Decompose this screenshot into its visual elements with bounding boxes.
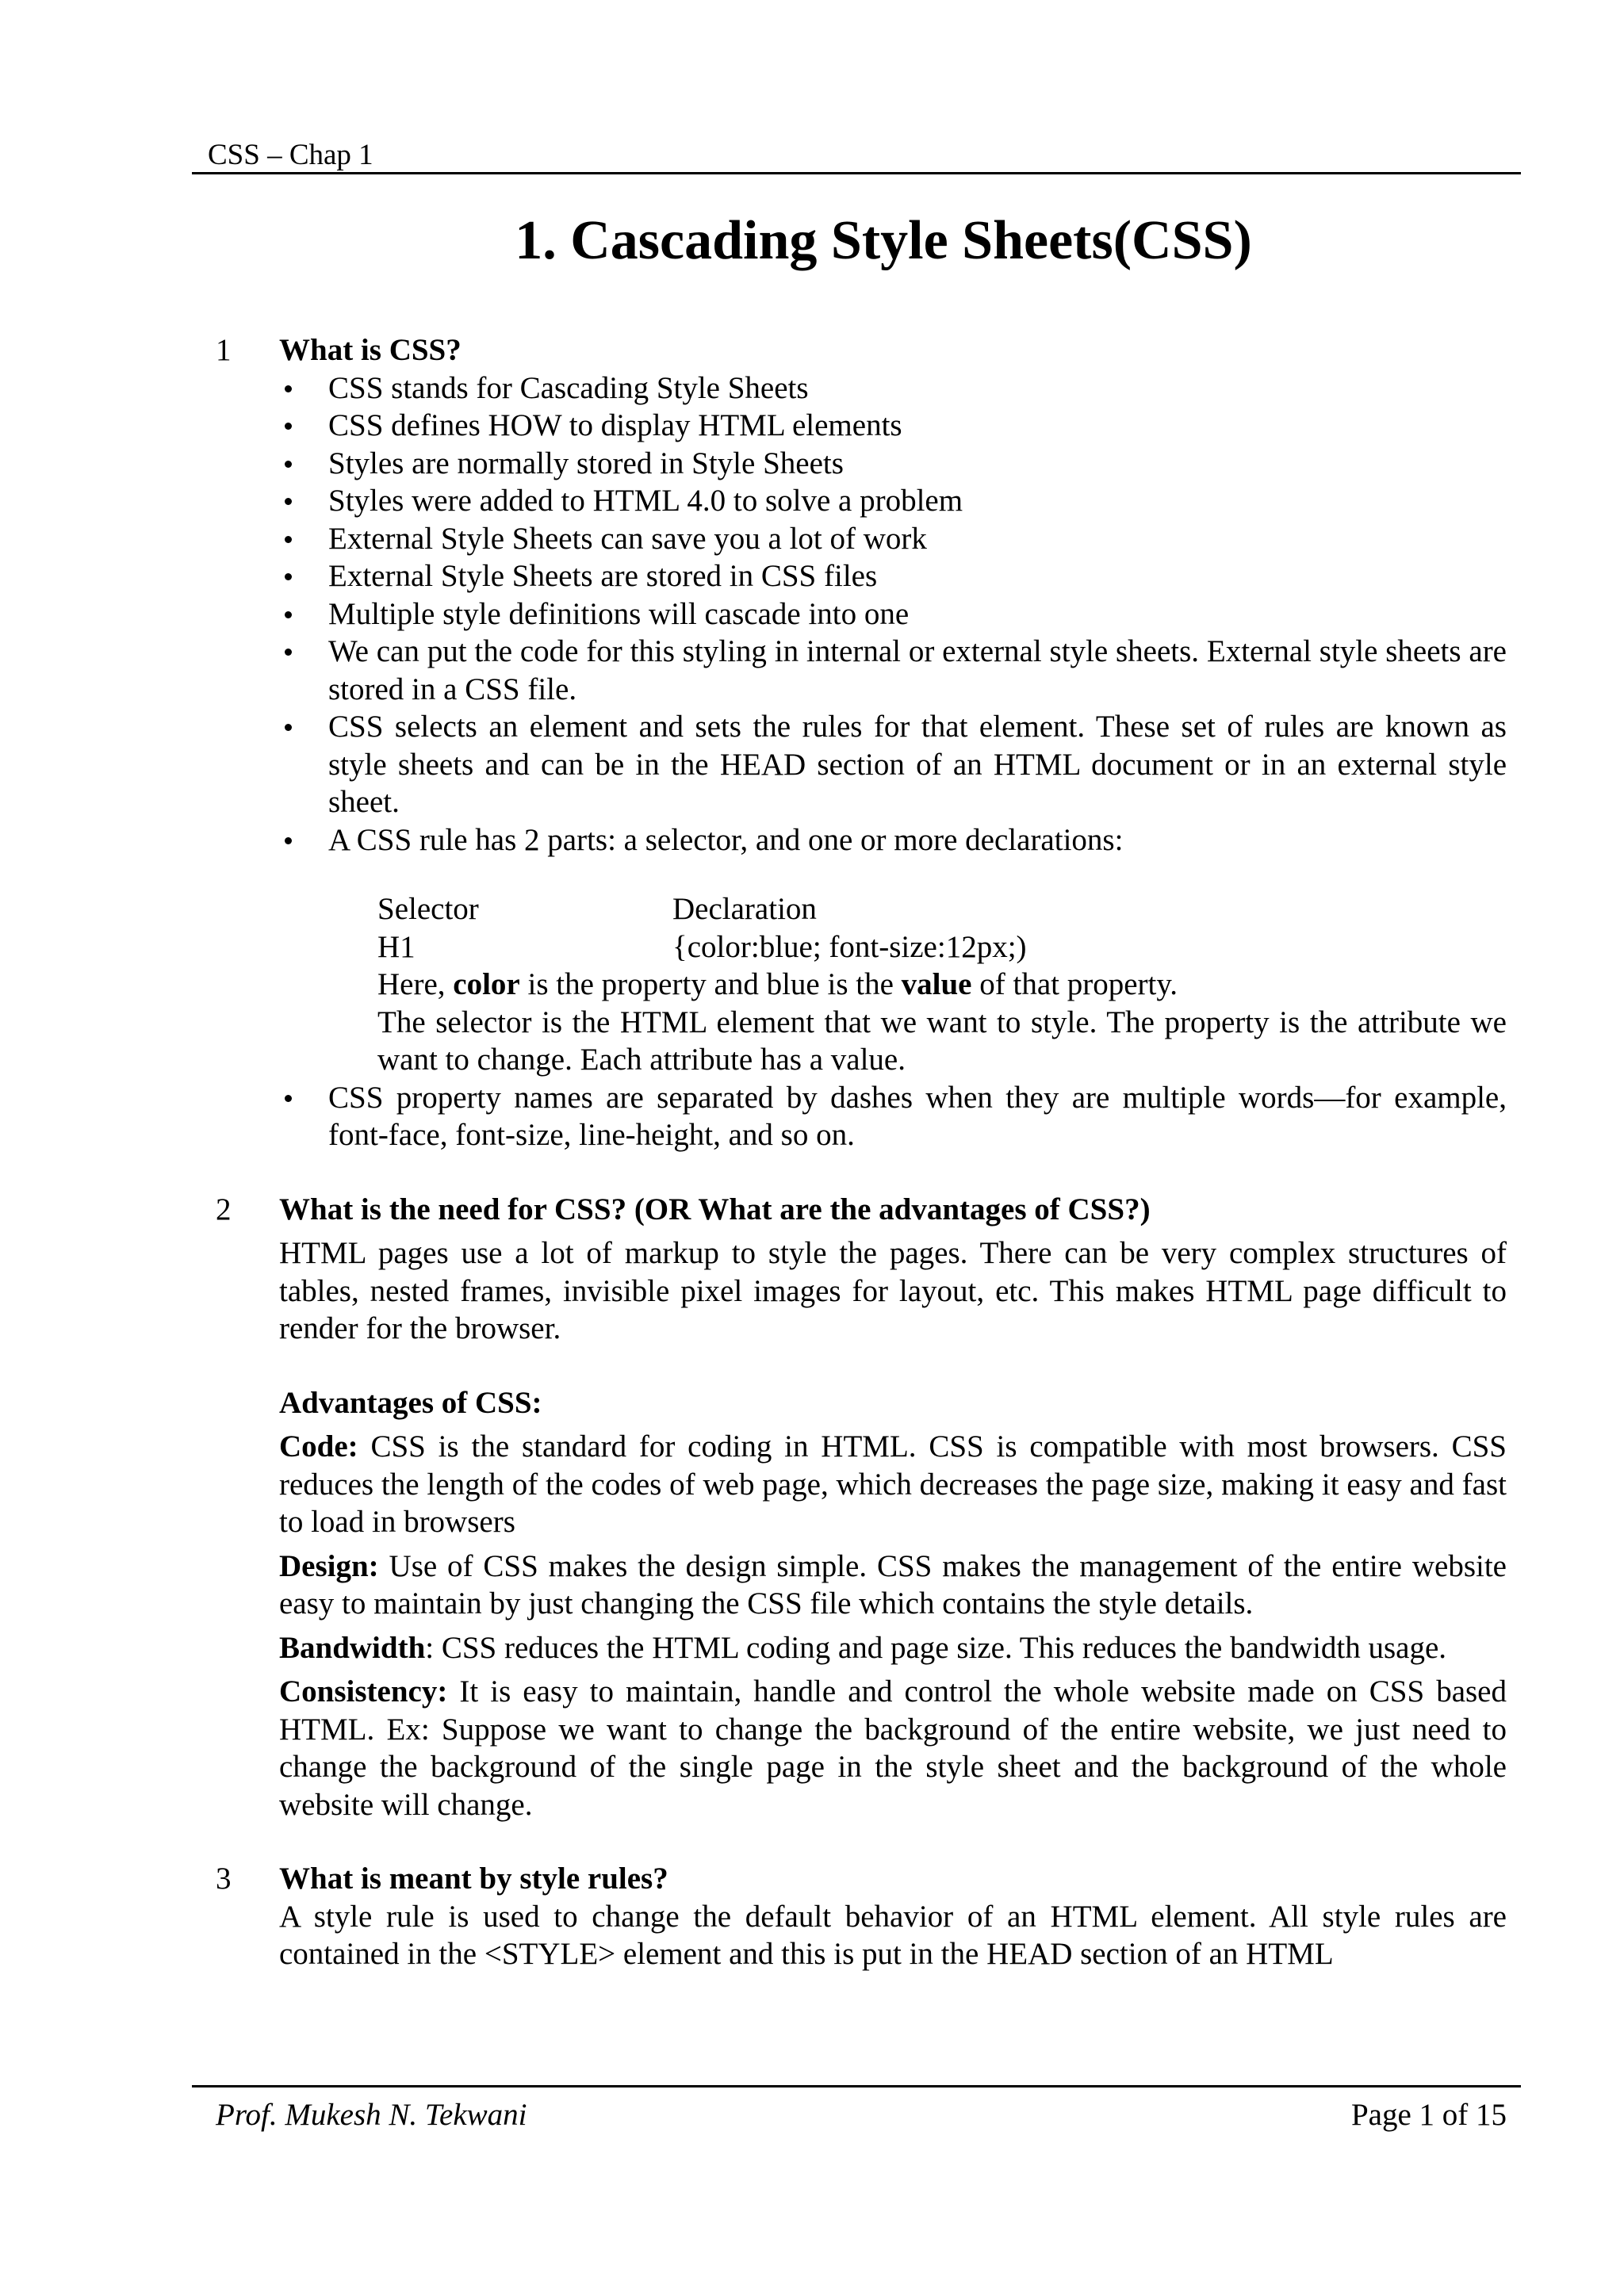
question-title: What is meant by style rules? — [279, 1862, 668, 1896]
list-item: CSS stands for Cascading Style Sheets — [328, 369, 1507, 408]
advantage-item — [279, 1629, 1507, 1667]
header-text: CSS – Chap 1 — [208, 139, 373, 171]
advantage-text: : CSS reduces the HTML coding and page size. This reduces the bandwidth usage. — [425, 1630, 1447, 1665]
chapter-title: 1. Cascading Style Sheets(CSS) — [515, 210, 1252, 271]
bold-term: color — [453, 967, 520, 1001]
question-1 — [0, 331, 1624, 369]
paragraph: A style rule is used to change the default behavior of an HTML element. All style rules are contained in the <STYLE> element and this is put in the HEAD section of an HTML — [279, 1899, 1507, 1971]
running-header — [192, 122, 1521, 174]
footer-author: Prof. Mukesh N. Tekwani — [216, 2098, 527, 2132]
advantage-text: Use of CSS makes the design simple. CSS makes the management of the entire website easy to maintain by just changing the CSS file which contains the style details. — [279, 1548, 1507, 1621]
question-number: 1 — [216, 333, 232, 367]
bullet-list — [328, 369, 1507, 859]
advantage-label: Code: — [279, 1429, 358, 1464]
advantage-item — [279, 1428, 1507, 1541]
example-selector: H1 — [377, 929, 416, 964]
bullet-list — [328, 1079, 1507, 1154]
question-title: What is CSS? — [279, 333, 462, 367]
question-number: 2 — [216, 1192, 232, 1226]
bold-term: value — [901, 967, 972, 1001]
list-item: External Style Sheets can save you a lot of work — [328, 520, 1507, 558]
list-item: Multiple style definitions will cascade into one — [328, 595, 1507, 633]
list-item: Styles were added to HTML 4.0 to solve a problem — [328, 482, 1507, 520]
advantage-text: CSS is the standard for coding in HTML. CSS is compatible with most browsers. CSS reduces the length of the codes of web page, which decreases the page size, making it easy and fast to load in browsers — [279, 1429, 1507, 1539]
question-title: What is the need for CSS? (OR What are the advantages of CSS?) — [279, 1192, 1151, 1226]
page-number: Page 1 of 15 — [1350, 2098, 1507, 2132]
advantage-label: Design: — [279, 1548, 379, 1583]
running-footer — [192, 2085, 1521, 2133]
list-item: A CSS rule has 2 parts: a selector, and one or more declarations: — [328, 821, 1507, 859]
example-declaration: {color:blue; font-size:12px;) — [672, 929, 1027, 964]
property-explanation — [377, 966, 1507, 1004]
paragraph: HTML pages use a lot of markup to style the pages. There can be very complex structures of tables, nested frames, invisible pixel images for layout, etc. This makes HTML page difficult to render for the browser. — [279, 1236, 1507, 1345]
selector-example — [377, 890, 1507, 1079]
question-number: 3 — [216, 1862, 232, 1896]
advantages-heading: Advantages of CSS: — [279, 1385, 542, 1420]
advantage-item — [279, 1673, 1507, 1823]
list-item: Styles are normally stored in Style Sheets — [328, 445, 1507, 483]
advantage-label: Bandwidth — [279, 1630, 426, 1665]
declaration-label: Declaration — [672, 892, 817, 926]
question-2 — [0, 1191, 1624, 1229]
list-item: External Style Sheets are stored in CSS files — [328, 557, 1507, 595]
list-item: CSS property names are separated by dashes when they are multiple words—for example, font-face, font-size, line-height, and so on. — [328, 1079, 1507, 1154]
advantage-text: It is easy to maintain, handle and control the whole website made on CSS based HTML. Ex: Suppose we want to change the background of the entire website, we just need to change the background of the single page in the style sheet and the background of the whole website will change. — [279, 1674, 1507, 1822]
text-run: Here, — [377, 967, 454, 1001]
selector-example-row — [377, 928, 1507, 966]
selector-header-row — [377, 890, 1507, 928]
text-run: is the property and blue is the — [519, 967, 902, 1001]
selector-explanation: The selector is the HTML element that we want to style. The property is the attribute we want to change. Each attribute has a value. — [377, 1004, 1507, 1077]
list-item: CSS defines HOW to display HTML elements — [328, 407, 1507, 445]
text-run: of that property. — [971, 967, 1178, 1001]
advantage-item — [279, 1548, 1507, 1623]
advantage-label: Consistency: — [279, 1674, 448, 1709]
selector-label: Selector — [377, 892, 479, 926]
document-body — [0, 331, 1624, 1973]
list-item: CSS selects an element and sets the rules for that element. These set of rules are known as style sheets and can be in the HEAD section of an HTML document or in an external style sheet. — [328, 708, 1507, 821]
question-3 — [0, 1860, 1624, 1898]
list-item: We can put the code for this styling in internal or external style sheets. External style sheets are stored in a CSS file. — [328, 633, 1507, 708]
